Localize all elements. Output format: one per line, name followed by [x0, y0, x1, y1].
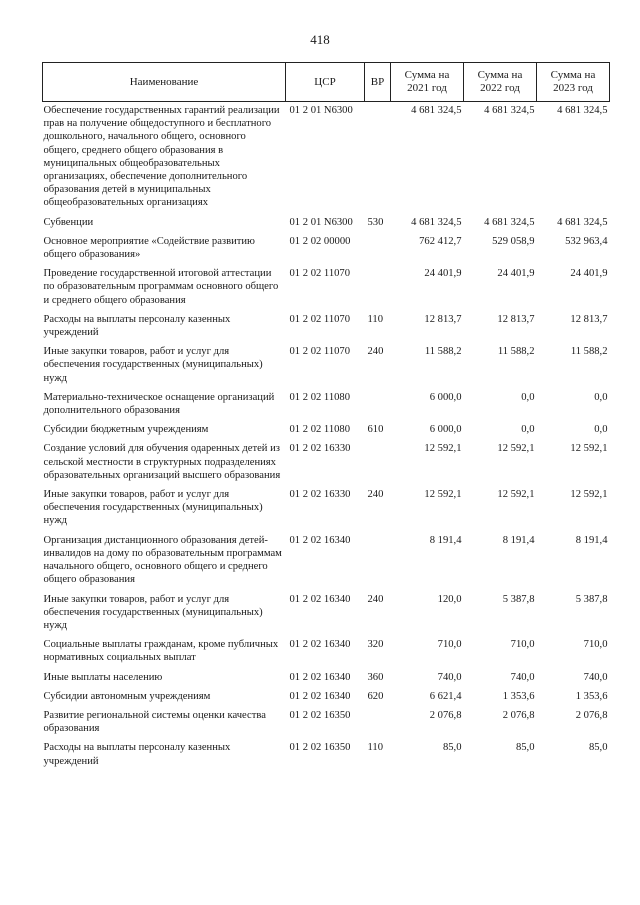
row-sum-2021: 11 588,2 [424, 346, 462, 358]
row-name: Иные закупки товаров, работ и услуг для обеспечения государственных (муниципальных) нужд [43, 346, 263, 384]
row-csr: 01 2 02 16340 [289, 690, 351, 702]
row-name: Материально-техническое оснащение организаций дополнительного образования [43, 391, 275, 417]
row-csr: 01 2 02 16350 [289, 742, 351, 754]
row-sum-2023: 12 813,7 [570, 313, 608, 325]
row-sum-2021: 6 000,0 [429, 424, 462, 436]
row-csr: 01 2 01 N6300 [289, 216, 353, 228]
row-csr: 01 2 02 16330 [289, 443, 351, 455]
row-vr [365, 530, 391, 589]
row-sum-2023: 1 353,6 [575, 690, 608, 702]
row-csr: 01 2 02 11070 [289, 346, 351, 358]
row-name: Субвенции [43, 216, 94, 228]
row-sum-2022: 12 813,7 [497, 313, 535, 325]
table-row [43, 705, 610, 737]
table-row [43, 231, 610, 263]
row-vr [365, 263, 391, 309]
row-vr: 530 [367, 216, 384, 228]
row-sum-2022: 12 592,1 [497, 443, 535, 455]
table-row [43, 438, 610, 484]
row-name: Организация дистанционного образования детей-инвалидов на дому по образовательным программам начального общего, основного общего и среднего общего образования [43, 534, 282, 586]
row-name: Иные закупки товаров, работ и услуг для обеспечения государственных (муниципальных) нужд [43, 593, 263, 631]
page-number: 418 [310, 32, 330, 47]
table-header [43, 63, 610, 102]
row-name: Основное мероприятие «Содействие развитию общего образования» [43, 235, 255, 261]
row-csr: 01 2 02 16330 [289, 489, 351, 501]
row-sum-2022: 24 401,9 [497, 268, 535, 280]
row-csr: 01 2 01 N6300 [289, 105, 353, 116]
row-vr: 320 [367, 639, 384, 651]
row-sum-2022: 8 191,4 [502, 534, 535, 546]
table-body [43, 102, 610, 770]
row-name: Обеспечение государственных гарантий реализации прав на получение общедоступного и бесплатного дошкольного, начального общего, основного общего, среднего общего образования в муниципальных общеобразовательных организациях, обеспечение дополнительного образования детей в муниципальных общеобразовательных организациях [43, 105, 280, 209]
row-sum-2021: 4 681 324,5 [411, 105, 462, 116]
row-sum-2021: 12 592,1 [424, 443, 462, 455]
row-sum-2021: 85,0 [442, 742, 462, 754]
row-sum-2022: 740,0 [510, 671, 535, 683]
row-csr: 01 2 02 16350 [289, 709, 351, 721]
row-sum-2022: 1 353,6 [502, 690, 535, 702]
header-name: Наименование [43, 63, 286, 102]
row-vr [365, 231, 391, 263]
row-name: Развитие региональной системы оценки качества образования [43, 709, 266, 735]
row-name: Расходы на выплаты персоналу казенных учреждений [43, 313, 231, 339]
row-sum-2021: 120,0 [437, 593, 462, 605]
row-sum-2023: 12 592,1 [570, 443, 608, 455]
row-sum-2023: 24 401,9 [570, 268, 608, 280]
table-row [43, 737, 610, 769]
row-vr: 360 [367, 671, 384, 683]
row-vr: 240 [367, 593, 384, 605]
row-sum-2022: 85,0 [515, 742, 535, 754]
table-row [43, 387, 610, 419]
row-csr: 01 2 02 11070 [289, 313, 351, 325]
row-sum-2023: 2 076,8 [575, 709, 608, 721]
row-sum-2023: 710,0 [583, 639, 608, 651]
row-sum-2023: 11 588,2 [570, 346, 608, 358]
row-sum-2021: 6 621,4 [429, 690, 462, 702]
table-row [43, 341, 610, 387]
row-csr: 01 2 02 11070 [289, 268, 351, 280]
row-csr: 01 2 02 16340 [289, 593, 351, 605]
table-row [43, 667, 610, 686]
row-vr [365, 387, 391, 419]
row-sum-2023: 4 681 324,5 [557, 216, 608, 228]
row-sum-2022: 0,0 [521, 391, 535, 403]
row-vr [365, 705, 391, 737]
table-row [43, 589, 610, 635]
row-sum-2021: 710,0 [437, 639, 462, 651]
table-row [43, 102, 610, 212]
table-row [43, 309, 610, 341]
row-sum-2021: 762 412,7 [419, 235, 462, 247]
header-csr: ЦСР [286, 63, 365, 102]
row-csr: 01 2 02 16340 [289, 671, 351, 683]
row-name: Социальные выплаты гражданам, кроме публичных нормативных социальных выплат [43, 639, 279, 664]
row-vr [365, 102, 391, 212]
row-sum-2021: 12 592,1 [424, 489, 462, 501]
row-sum-2021: 6 000,0 [429, 391, 462, 403]
row-sum-2023: 12 592,1 [570, 489, 608, 501]
row-sum-2022: 11 588,2 [497, 346, 535, 358]
row-vr [365, 438, 391, 484]
table-row [43, 530, 610, 589]
row-sum-2021: 2 076,8 [429, 709, 462, 721]
row-sum-2021: 740,0 [437, 671, 462, 683]
row-vr: 110 [367, 313, 383, 325]
row-vr: 620 [367, 690, 384, 702]
row-csr: 01 2 02 16340 [289, 639, 351, 651]
row-sum-2021: 12 813,7 [424, 313, 462, 325]
row-sum-2022: 710,0 [510, 639, 535, 651]
header-vr: ВР [365, 63, 391, 102]
row-sum-2021: 4 681 324,5 [411, 216, 462, 228]
header-sum-2022: Сумма на 2022 год [464, 63, 537, 102]
row-sum-2022: 4 681 324,5 [484, 216, 535, 228]
row-sum-2022: 529 058,9 [492, 235, 535, 247]
row-name: Проведение государственной итоговой аттестации по образовательным программам основного общего и среднего общего образования [43, 268, 279, 306]
row-csr: 01 2 02 16340 [289, 534, 351, 546]
row-sum-2022: 2 076,8 [502, 709, 535, 721]
row-sum-2023: 4 681 324,5 [557, 105, 608, 116]
table-row [43, 634, 610, 666]
row-sum-2023: 0,0 [594, 391, 608, 403]
row-sum-2023: 0,0 [594, 424, 608, 436]
row-vr: 240 [367, 346, 384, 358]
budget-table [42, 62, 610, 770]
table-row [43, 419, 610, 438]
row-sum-2023: 85,0 [588, 742, 608, 754]
header-sum-2021: Сумма на 2021 год [391, 63, 464, 102]
row-name: Создание условий для обучения одаренных детей из сельской местности в структурных подразделениях образовательных организаций высшего образования [43, 443, 281, 481]
row-sum-2023: 8 191,4 [575, 534, 608, 546]
row-vr: 110 [367, 742, 383, 754]
table-row [43, 263, 610, 309]
table-row [43, 212, 610, 231]
row-sum-2022: 5 387,8 [502, 593, 535, 605]
row-sum-2021: 24 401,9 [424, 268, 462, 280]
table-row [43, 686, 610, 705]
row-name: Субсидии автономным учреждениям [43, 690, 211, 702]
row-vr: 240 [367, 489, 384, 501]
header-sum-2023: Сумма на 2023 год [537, 63, 610, 102]
row-sum-2023: 740,0 [583, 671, 608, 683]
row-sum-2021: 8 191,4 [429, 534, 462, 546]
row-sum-2022: 4 681 324,5 [484, 105, 535, 116]
row-csr: 01 2 02 11080 [289, 391, 351, 403]
row-sum-2022: 0,0 [521, 424, 535, 436]
row-sum-2023: 532 963,4 [565, 235, 608, 247]
row-csr: 01 2 02 00000 [289, 235, 351, 247]
row-sum-2023: 5 387,8 [575, 593, 608, 605]
row-sum-2022: 12 592,1 [497, 489, 535, 501]
row-vr: 610 [367, 424, 384, 436]
row-csr: 01 2 02 11080 [289, 424, 351, 436]
row-name: Иные выплаты населению [43, 671, 163, 683]
row-name: Расходы на выплаты персоналу казенных учреждений [43, 742, 231, 767]
row-name: Иные закупки товаров, работ и услуг для обеспечения государственных (муниципальных) нужд [43, 489, 263, 527]
table-row [43, 484, 610, 530]
row-name: Субсидии бюджетным учреждениям [43, 424, 209, 436]
